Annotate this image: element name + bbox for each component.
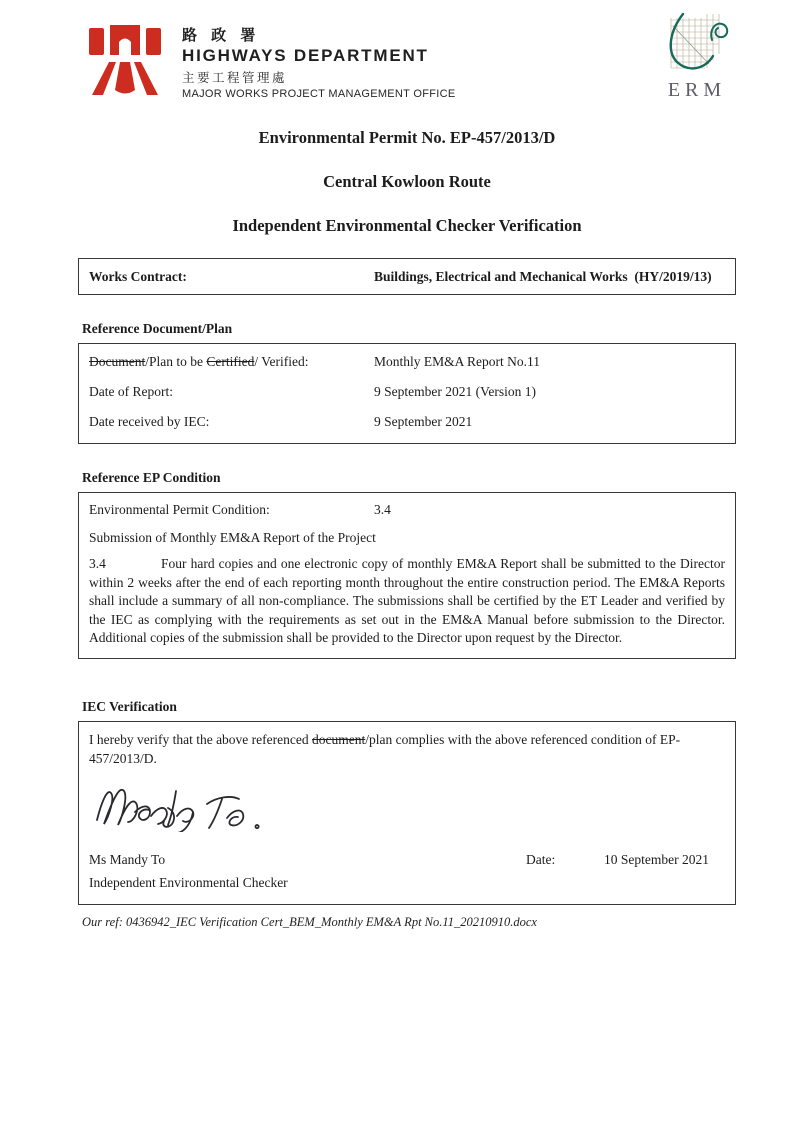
signatory-row xyxy=(89,850,725,869)
document-plan-label xyxy=(89,352,374,371)
ep-condition-value: 3.4 xyxy=(374,502,391,517)
struck-certified-word: Certified xyxy=(206,354,255,369)
clause-number: 3.4 xyxy=(89,556,106,571)
dept-name-chinese: 路 政 署 xyxy=(182,27,261,44)
office-name-chinese: 主要工程管理處 xyxy=(182,71,288,85)
project-title: Central Kowloon Route xyxy=(323,172,491,191)
date-received-row xyxy=(89,412,725,431)
iec-verification-box xyxy=(78,721,736,905)
iec-statement xyxy=(89,730,725,768)
works-contract-box xyxy=(78,258,736,295)
reference-ep-box xyxy=(78,492,736,659)
signatory-title: Independent Environmental Checker xyxy=(89,874,288,890)
clause-text: Four hard copies and one electronic copy of monthly EM&A Report shall be submitted to the Director within 2 weeks after the end of each reporting month throughout the entire construction period. The EM&A Reports shall include a summary of all non-compliance. The submissions shall be certified by the ET Leader and verified by the IEC as complying with the requirements as set out in the EM&A Manual before submission to the Director. Additional copies of the submission shall be provided to the Director upon request by the Director. xyxy=(89,556,725,646)
works-contract-label: Works Contract: xyxy=(89,269,187,284)
signatory-name: Ms Mandy To xyxy=(89,851,166,867)
erm-wordmark: ERM xyxy=(667,79,727,101)
ep-condition-label: Environmental Permit Condition: xyxy=(89,502,270,517)
label-end-text: / Verified: xyxy=(254,354,309,369)
struck-document-word: Document xyxy=(89,354,146,369)
header-text-block xyxy=(182,24,456,100)
our-ref-line: Our ref: 0436942_IEC Verification Cert_BEM_Monthly EM&A Rpt No.11_20210910.docx xyxy=(82,914,537,929)
reference-document-heading: Reference Document/Plan xyxy=(82,321,233,336)
document-plan-value: Monthly EM&A Report No.11 xyxy=(374,354,541,369)
date-of-report-value: 9 September 2021 (Version 1) xyxy=(374,384,536,399)
date-label: Date: xyxy=(526,851,556,867)
date-received-value: 9 September 2021 xyxy=(374,414,473,429)
ep-subject: Submission of Monthly EM&A Report of the Project xyxy=(89,530,376,545)
dept-name-english: HIGHWAYS DEPARTMENT xyxy=(182,46,429,65)
label-mid-text: /Plan to be xyxy=(145,354,207,369)
date-value: 10 September 2021 xyxy=(604,851,709,867)
iec-verification-heading: IEC Verification xyxy=(82,698,177,714)
signature-handwriting xyxy=(89,774,319,832)
date-received-label: Date received by IEC: xyxy=(89,414,210,429)
ep-clause-paragraph xyxy=(89,555,725,648)
highways-department-logo-icon xyxy=(88,25,162,95)
date-of-report-label: Date of Report: xyxy=(89,384,173,399)
reference-ep-heading: Reference EP Condition xyxy=(82,470,221,485)
document-type-title: Independent Environmental Checker Verification xyxy=(232,216,582,235)
permit-number-title: Environmental Permit No. EP-457/2013/D xyxy=(258,128,556,147)
content xyxy=(78,118,736,930)
reference-document-box xyxy=(78,343,736,444)
ep-condition-row xyxy=(89,500,725,519)
statement-pre: I hereby verify that the above referenced xyxy=(89,731,313,747)
erm-fern-icon xyxy=(657,12,737,78)
date-of-report-row xyxy=(89,382,725,401)
works-contract-value: Buildings, Electrical and Mechanical Works (HY/2019/13) xyxy=(374,269,712,284)
struck-document-word-2: document xyxy=(312,731,366,747)
statement-post: /plan complies with the above referenced condition of EP-457/2013/D. xyxy=(89,731,681,766)
erm-logo xyxy=(657,12,737,104)
office-name-english: MAJOR WORKS PROJECT MANAGEMENT OFFICE xyxy=(182,88,456,100)
document-plan-row xyxy=(89,352,725,371)
